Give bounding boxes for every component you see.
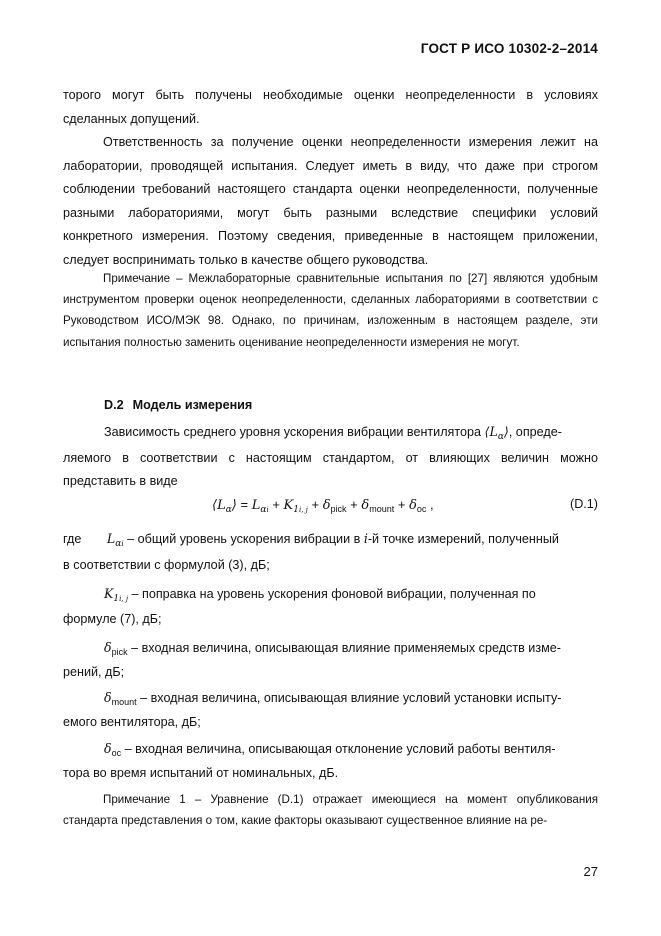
section-title: Модель измерения bbox=[132, 398, 253, 412]
mean-level-symbol: $⟨L_\alpha⟩$ bbox=[484, 424, 509, 442]
definition-2: $K_{1i, j}$ – поправка на уровень ускорения фоновой вибрации, полученная по bbox=[104, 586, 536, 604]
intro-line-1: Зависимость среднего уровня ускорения вибрации вентилятора $⟨L_\alpha⟩$, опреде- bbox=[104, 424, 562, 442]
definition-2-cont: формуле (7), дБ; bbox=[63, 612, 162, 626]
definition-1-cont: в соответствии с формулой (3), дБ; bbox=[63, 558, 270, 572]
page-number: 27 bbox=[583, 864, 598, 879]
definition-3: $\delta_{pick}$ – входная величина, описывающая влияние применяемых средств изме- bbox=[104, 640, 561, 657]
definition-1: где $L_{\alpha i}$ – общий уровень ускорения вибрации в i-й точке измерений, полученный bbox=[63, 531, 559, 549]
intro-line-3: представить в виде bbox=[63, 474, 178, 488]
paragraph-responsibility: Ответственность за получение оценки неопределенности измерения лежит на лаборатории, проводящей испытания. Следует иметь в виду, что даже при строгом соблюдении требований настоящего стандарта оценки неопределенности, полученные разными лабораториями, могут быть разными вследствие специфики условий конкретного измерения. Поэтому сведения, приведенные в настоящем приложении, следует воспринимать только в качестве общего руководства. bbox=[63, 135, 598, 267]
definition-5: $\delta_{oc}$ – входная величина, описывающая отклонение условий работы вентиля- bbox=[104, 741, 556, 758]
document-header: ГОСТ Р ИСО 10302-2–2014 bbox=[420, 41, 598, 56]
intro-line-2: ляемого в соответствии с настоящим стандартом, от влияющих величин можно bbox=[63, 451, 598, 465]
paragraph-continuation: торого могут быть получены необходимые оценки неопределенности в условиях сделанных допущений. bbox=[63, 88, 598, 126]
equation-number: (D.1) bbox=[570, 497, 598, 511]
note-equation: Примечание 1 – Уравнение (D.1) отражает имеющиеся на момент опубликования стандарта представления о том, какие факторы оказывают существенное влияние на ре- bbox=[63, 793, 598, 828]
section-heading bbox=[104, 398, 252, 412]
definition-3-cont: рений, дБ; bbox=[63, 665, 125, 679]
definition-4-cont: емого вентилятора, дБ; bbox=[63, 715, 201, 729]
definition-5-cont: тора во время испытаний от номинальных, дБ. bbox=[63, 766, 339, 780]
definition-4: $\delta_{mount}$ – входная величина, описывающая влияние условий установки испыту- bbox=[104, 690, 562, 707]
note-interlaboratory: Примечание – Межлабораторные сравнительные испытания по [27] являются удобным инструментом проверки оценок неопределенности, сделанных лабораториями в соответствии с Руководством ИСО/МЭК 98. Однако, по причинам, изложенным в настоящем разделе, эти испытания полностью заменить оценивание неопределенности измерения не могут. bbox=[63, 272, 598, 349]
section-number: D.2 bbox=[104, 398, 124, 412]
equation-d1: $⟨L_\alpha⟩ = L_{\alpha i} + K_{1i, j} + \delta_{pick} + \delta_{mount} + \delta_{oc}$ , bbox=[212, 497, 434, 515]
